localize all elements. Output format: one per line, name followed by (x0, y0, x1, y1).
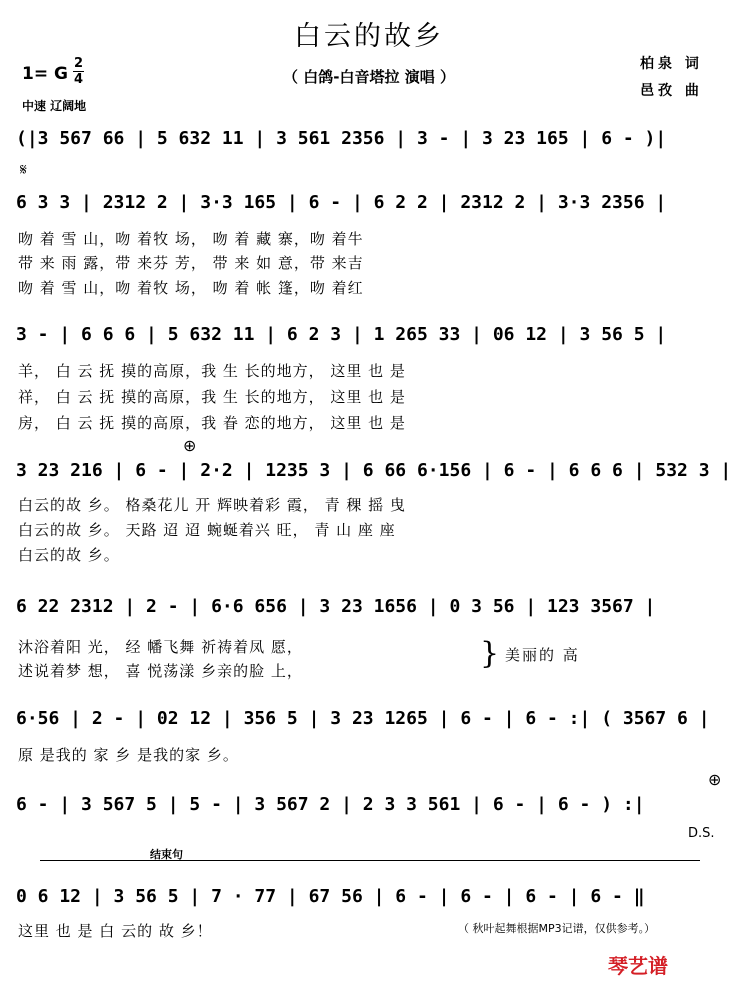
branch-lyric: 美丽的 高 (505, 646, 580, 664)
lyric-line-3-verse-1: 羊， 白 云 抚 摸的高原，我 生 长的地方， 这里 也 是 (18, 362, 406, 380)
dal-segno-mark: D.S. (688, 826, 715, 841)
lyric-line-5-verse-1: 沐浴着阳 光， 经 幡飞舞 祈祷着凤 愿， (18, 638, 303, 656)
time-signature-bottom: 4 (73, 72, 84, 87)
lyric-line-8: 这里 也 是 白 云的 故 乡！ (18, 922, 213, 940)
coda-end-icon: ⊕ (708, 770, 722, 789)
score-line-8: 0 6 12 | 3 56 5 | 7 · 77 | 67 56 | 6 - | 6 - | 6 - | 6 - ‖ (16, 886, 645, 907)
time-signature (73, 57, 84, 86)
lyric-line-3-verse-2: 祥， 白 云 抚 摸的高原，我 生 长的地方， 这里 也 是 (18, 388, 406, 406)
score-line-1: (|3 567 66 | 5 632 11 | 3 561 2356 | 3 - | 3 23 165 | 6 - )| (16, 128, 667, 149)
ending-bracket-line (40, 860, 700, 861)
lyric-line-4-verse-1: 白云的故 乡。 格桑花儿 开 辉映着彩 霞， 青 稞 摇 曳 (18, 496, 406, 514)
score-line-2: 6 3 3 | 2312 2 | 3·3 165 | 6 - | 6 2 2 | 2312 2 | 3·3 2356 | (16, 192, 667, 213)
segno-icon: 𝄋 (20, 160, 27, 179)
lyric-line-4-verse-2: 白云的故 乡。 天路 迢 迢 蜿蜒着兴 旺， 青 山 座 座 (18, 521, 396, 539)
score-line-4: 3 23 216 | 6 - | 2·2 | 1235 3 | 6 66 6·156 | 6 - | 6 6 6 | 532 3 | (16, 460, 732, 481)
lyric-line-2-verse-2: 带 来 雨 露，带 来芬 芳， 带 来 如 意，带 来吉 (18, 254, 364, 272)
lyricist-credit: 柏泉 词 (640, 56, 703, 72)
composer-credit: 邑孜 曲 (640, 83, 703, 99)
lyric-line-4-verse-3: 白云的故 乡。 (18, 546, 120, 564)
key-signature: 1= G (22, 64, 68, 84)
song-title: 白云的故乡 (294, 21, 444, 52)
performer-subtitle: （ 白鸽-白音塔拉 演唱 ） (283, 68, 455, 86)
lyric-line-5-verse-2: 述说着梦 想， 喜 悦荡漾 乡亲的脸 上， (18, 662, 303, 680)
tempo-marking: 中速 辽阔地 (22, 99, 87, 113)
transcription-note: （ 秋叶起舞根据MP3记谱，仅供参考。） (458, 922, 656, 935)
score-line-3: 3 - | 6 6 6 | 5 632 11 | 6 2 3 | 1 265 33 | 06 12 | 3 56 5 | (16, 324, 667, 345)
lyric-line-3-verse-3: 房， 白 云 抚 摸的高原，我 眷 恋的地方， 这里 也 是 (18, 414, 406, 432)
score-line-5: 6 22 2312 | 2 - | 6·6 656 | 3 23 1656 | 0 3 56 | 123 3567 | (16, 596, 656, 617)
lyric-line-2-verse-1: 吻 着 雪 山，吻 着牧 场， 吻 着 藏 寨，吻 着牛 (18, 230, 364, 248)
lyric-line-2-verse-3: 吻 着 雪 山，吻 着牧 场， 吻 着 帐 篷，吻 着红 (18, 279, 364, 297)
score-line-6: 6·56 | 2 - | 02 12 | 356 5 | 3 23 1265 | 6 - | 6 - :| ( 3567 6 | (16, 708, 710, 729)
time-signature-top: 2 (73, 56, 84, 71)
lyric-line-6: 原 是我的 家 乡 是我的家 乡。 (18, 746, 239, 764)
coda-icon: ⊕ (183, 436, 197, 455)
watermark-logo: 琴艺谱 (608, 954, 668, 978)
score-line-7: 6 - | 3 567 5 | 5 - | 3 567 2 | 2 3 3 561 | 6 - | 6 - ) :| (16, 794, 645, 815)
verse-brace: } (480, 636, 500, 671)
ending-label: 结束句 (150, 848, 183, 861)
